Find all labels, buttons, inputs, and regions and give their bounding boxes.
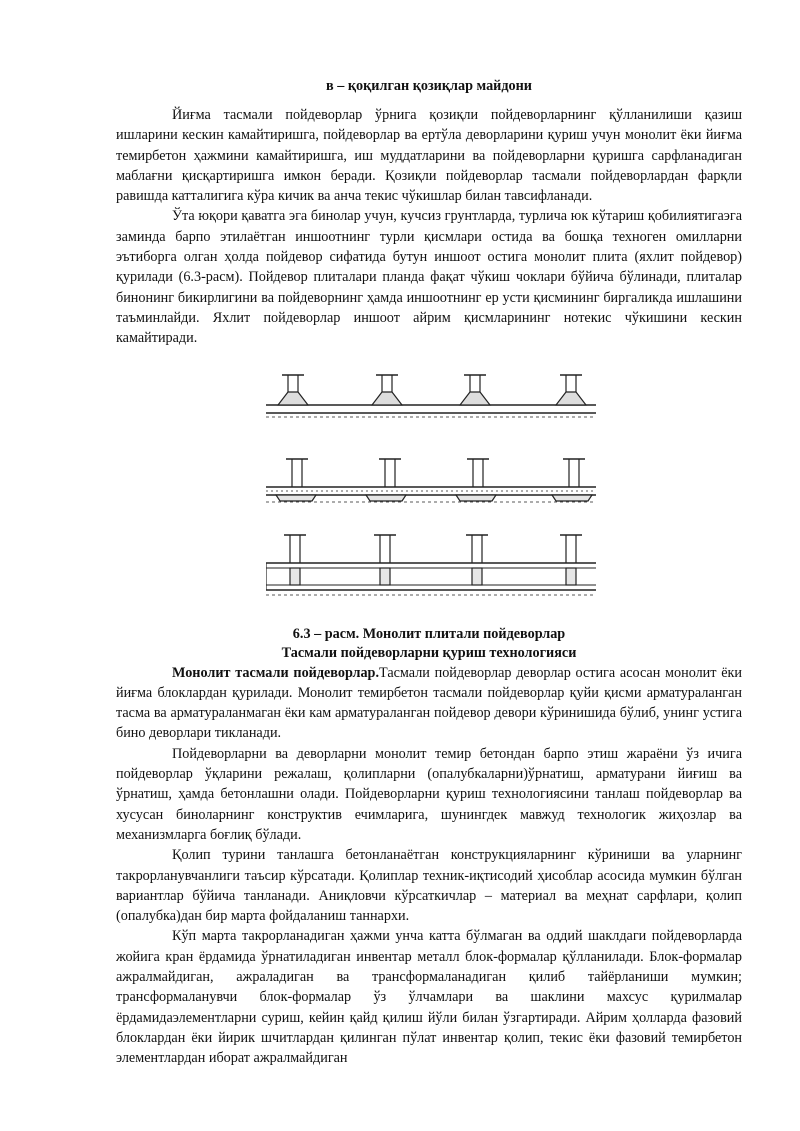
figure-caption: 6.3 – расм. Монолит плитали пойдеворлар — [292, 625, 566, 642]
document-page — [116, 76, 742, 1069]
slab-variant-a — [266, 375, 596, 417]
paragraph: Пойдеворларни ва деворларни монолит темир бетондан барпо этиш жараёни ўз ичига пойдеворлар ўқларини режалаш, қолипларни (опалубкаларни)ўрнатиш, арматурани йиғиш ва ўрнатиш, ҳамда бетонлашни олади. Пойдеворларни қуриш технологиясини танлаш пойдеворлар ва хусусан биноларнинг конструктив ечимларига, шунингдек мавжуд технологик жиҳозлар ва механизмларга боғлиқ бўлади. — [116, 745, 742, 843]
paragraph: Қолип турини танлашга бетонланаётган конструкцияларнинг кўриниши ва уларнинг такрорланувчанлиги таъсир кўрсатади. Қолиплар техник-иқтисодий ҳисоблар асосида мумкин бўлган вариантлар бўйича танланади. Аниқловчи кўрсаткичлар – материал ва меҳнат сарфлари, қолип (опалубка)дан бир марта фойдаланиш таннархи. — [116, 847, 742, 925]
paragraph: Йиғма тасмали пойдеворлар ўрнига қозиқли пойдеворларнинг қўлланилиши қазиш ишларини кескин камайтиришга, пойдеворлар ва ертўла деворларини қуриш учун монолит ёки йиғма темирбетон ҳажмини камайтиришга, иш муддатларини ва пойдеворларни қуришга сарфланадиган маблағни қисқартиришга имкон беради. Қозиқли пойдеворлар тасмали пойдеворлардан фарқли равишда катталигига кўра кичик ва анча текис чўкишлар билан тавсифланади. — [116, 107, 742, 205]
slab-variant-b — [266, 459, 596, 502]
foundation-figure — [116, 367, 742, 615]
monolithic-slab-foundations-drawing — [266, 367, 596, 615]
slab-variant-c — [266, 535, 596, 595]
lead-text: Тасмали пойдеворлар деворлар остига асосан монолит ёки йиғма блоклардан қурилади. Монолит темирбетон тасмали пойдеворлар қуйи қисми арматураланган тасма ва арматураланмаган ёки кам арматураланган пойдевор девори кўринишида бўлиб, унинг устига бино деворлари тикланади. — [116, 664, 742, 742]
subsection-title: Тасмали пойдеворларни қуриш технологияси — [281, 644, 577, 661]
section-title: в – қоқилган қозиқлар майдони — [326, 78, 532, 94]
lead-bold-term: Монолит тасмали пойдеворлар. — [172, 664, 379, 681]
paragraph: Ўта юқори қаватга эга бинолар учун, кучсиз грунтларда, турлича юк кўтариш қобилиятигаэга заминда барпо этилаётган иншоотнинг турли қисмлари остида ва бошқа техноген омилларни эътиборга олган ҳолда пойдевор сифатида бутун иншоот остига монолит плита (яхлит пойдевор) қурилади (6.3-расм). Пойдевор плиталари планда фақат чўкиш чоклари бўйича бўлинади, плиталар бинонинг бикирлигини ва пойдеворнинг ҳамда иншоотнинг ер усти қисмининг биргаликда ишлашини таъминлайди. Яхлит пойдеворлар иншоот айрим қисмларининг нотекис чўкишини кескин камайтиради. — [116, 208, 742, 347]
lead-paragraph — [116, 663, 742, 744]
paragraph: Кўп марта такрорланадиган ҳажми унча катта бўлмаган ва оддий шаклдаги пойдеворларда жойига кран ёрдамида ўрнатиладиган инвентар металл блок-формалар қўлланилади. Блок-формалар ажралмайдиган, ажраладиган ва трансформаланадиган қилиб тайёрланиши мумкин; трансформаланувчи блок-формалар ўз ўлчамлари ва шаклини махсус қурилмалар ёрдамидаэлементларни суриш, кейин қайд қилиш йўли билан ўзгартиради. Айрим ҳолларда фазовий блоклардан ёки йирик шчитлардан қилинган пўлат инвентар қолип, текис ёки фазовий темирбетон элементлардан иборат ажралмайдиган — [116, 928, 742, 1067]
